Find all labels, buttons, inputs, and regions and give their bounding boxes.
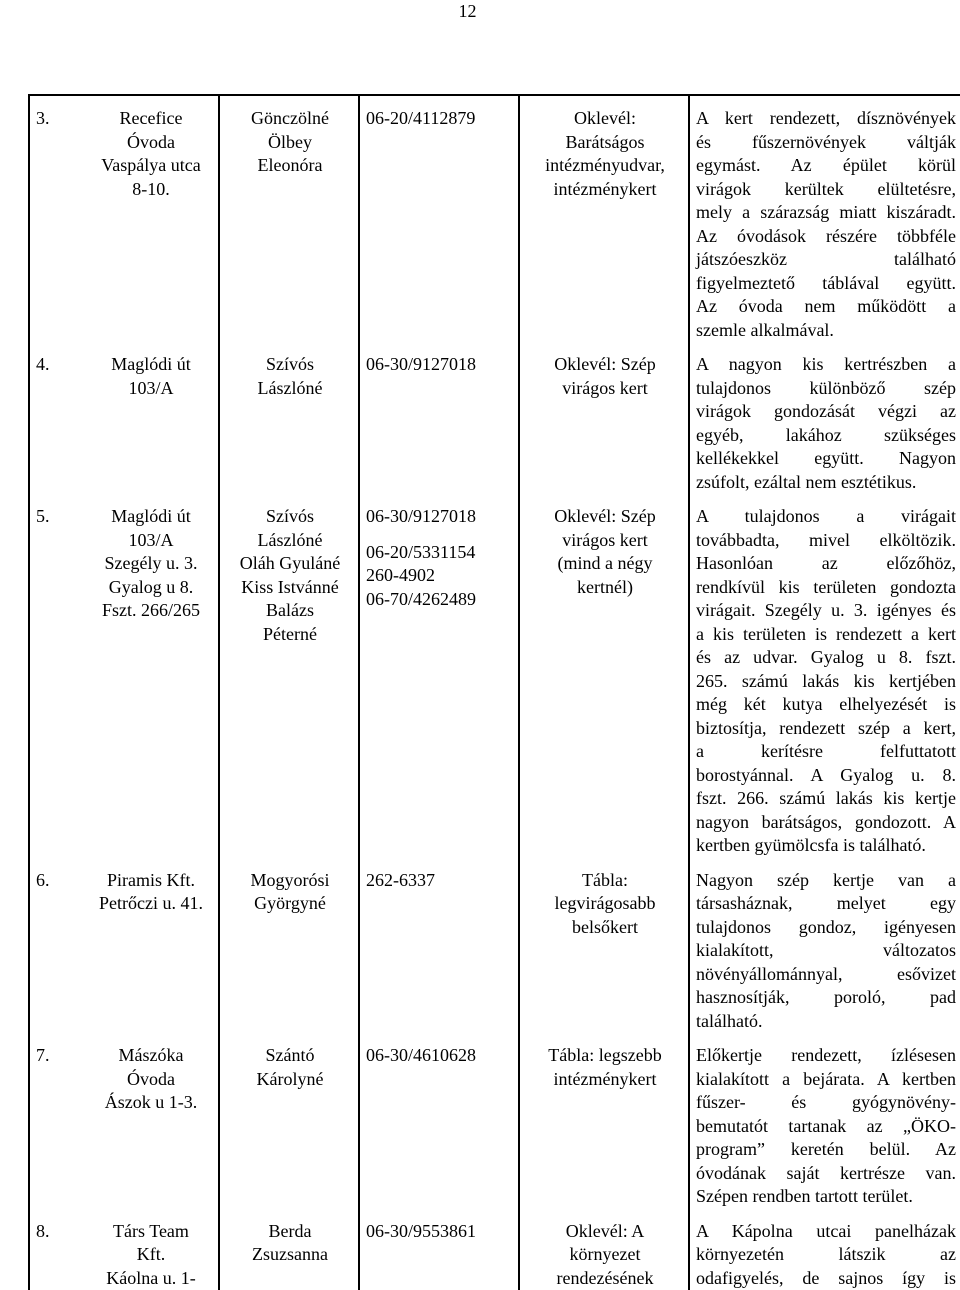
entry-award-cell	[519, 494, 689, 858]
page-number: 12	[0, 0, 935, 22]
address-line: Maglódi út	[88, 505, 214, 529]
award-line: (mind a négy	[526, 552, 684, 576]
description-line: rendkívül kis területen gondozta	[696, 576, 956, 600]
description-line: A kert rendezett, dísznövények	[696, 107, 956, 131]
entry-location-cell	[29, 858, 219, 1034]
table-row	[29, 95, 960, 342]
award-line: intézménykert	[526, 1068, 684, 1092]
award-line: intézménykert	[526, 178, 684, 202]
description-line: bemutatót tartanak az „ÖKO-	[696, 1115, 956, 1139]
entry-description-cell	[689, 1209, 960, 1290]
address-line: Maglódi út	[88, 353, 214, 377]
description-line: virágok kerültek elültetésre,	[696, 178, 956, 202]
owner-name-line: Györgyné	[226, 892, 354, 916]
description-line: található.	[696, 1010, 956, 1034]
owner-name-line: Szívós	[226, 505, 354, 529]
address-line: Szegély u. 3.	[88, 552, 214, 576]
owner-name-line: Péterné	[226, 623, 354, 647]
description-line: A tulajdonos a virágait	[696, 505, 956, 529]
owner-name-line: Kiss Istvánné	[226, 576, 354, 600]
entry-location-cell	[29, 1209, 219, 1290]
owner-name-line: Lászlóné	[226, 529, 354, 553]
award-line: Oklevél:	[526, 107, 684, 131]
description-line: virágok gondozását végzi az	[696, 400, 956, 424]
description-line: hasznosítják, poroló, pad	[696, 986, 956, 1010]
table-row	[29, 494, 960, 858]
address-line: Recefice	[88, 107, 214, 131]
entry-description-cell	[689, 95, 960, 342]
owner-name-line: Balázs	[226, 599, 354, 623]
entry-award-cell	[519, 95, 689, 342]
award-line: kertnél)	[526, 576, 684, 600]
owner-name-line: Eleonóra	[226, 154, 354, 178]
address-line: Óvoda	[88, 131, 214, 155]
description-line: fűszer- és gyógynövény-	[696, 1091, 956, 1115]
entry-owner-cell	[219, 1033, 359, 1209]
award-line: legvirágosabb	[526, 892, 684, 916]
table-row	[29, 858, 960, 1034]
description-line: kialakított, változatos	[696, 939, 956, 963]
entry-description-cell	[689, 1033, 960, 1209]
entry-address	[88, 1220, 214, 1290]
description-line: és az udvar. Gyalog u 8. fszt.	[696, 646, 956, 670]
phone-number: 06-20/4112879	[366, 107, 514, 131]
owner-name-line: Szántó	[226, 1044, 354, 1068]
description-line: figyelmeztető táblával együtt.	[696, 272, 956, 296]
entry-award-cell	[519, 342, 689, 494]
description-line: zsúfolt, ezáltal nem esztétikus.	[696, 471, 956, 495]
entry-location-cell	[29, 95, 219, 342]
entry-number: 3.	[36, 107, 88, 201]
description-line: a kerítésre felfuttatott	[696, 740, 956, 764]
entry-phone-cell	[359, 858, 519, 1034]
entries-table-body	[29, 95, 960, 1290]
award-line: környezet	[526, 1243, 684, 1267]
description-line: Hasonlóan az előzőhöz,	[696, 552, 956, 576]
entry-location-cell	[29, 342, 219, 494]
description-line: Az óvodások részére többféle	[696, 225, 956, 249]
entry-address	[88, 107, 214, 201]
entry-description-cell	[689, 858, 960, 1034]
entry-description-cell	[689, 342, 960, 494]
award-line: Tábla:	[526, 869, 684, 893]
description-line: 265. számú lakás kis kertjében	[696, 670, 956, 694]
address-line: Fszt. 266/265	[88, 599, 214, 623]
description-line: kertben gyümölcsfa is található.	[696, 834, 956, 858]
award-line: intézményudvar,	[526, 154, 684, 178]
address-line: Mászóka	[88, 1044, 214, 1068]
award-line: Oklevél: Szép	[526, 353, 684, 377]
address-line: Társ Team	[88, 1220, 214, 1244]
table-row	[29, 342, 960, 494]
entry-owner-cell	[219, 342, 359, 494]
description-line: nagyon barátságos, gondozott. A	[696, 811, 956, 835]
table-row	[29, 1209, 960, 1290]
address-line: Ászok u 1-3.	[88, 1091, 214, 1115]
award-line: rendezésének	[526, 1267, 684, 1290]
entry-number: 5.	[36, 505, 88, 623]
entry-owner-cell	[219, 95, 359, 342]
entry-owner-cell	[219, 858, 359, 1034]
entry-award-cell	[519, 1033, 689, 1209]
description-line: odafigyelés, de sajnos így is	[696, 1267, 956, 1290]
entry-address	[88, 869, 214, 916]
entry-award-cell	[519, 1209, 689, 1290]
description-line: virágait. Szegély u. 3. igényes és	[696, 599, 956, 623]
address-line: Óvoda	[88, 1068, 214, 1092]
description-line: tulajdonos különböző szép	[696, 377, 956, 401]
entry-location-cell	[29, 494, 219, 858]
phone-number: 260-4902	[366, 564, 514, 588]
award-line: virágos kert	[526, 529, 684, 553]
phone-number: 06-70/4262489	[366, 588, 514, 612]
description-line: egymást. Az épület körül	[696, 154, 956, 178]
owner-name-line: Zsuzsanna	[226, 1243, 354, 1267]
description-line: fszt. 266. számú lakás kis kertje	[696, 787, 956, 811]
owner-name-line: Oláh Gyuláné	[226, 552, 354, 576]
description-line: program” keretén belül. Az	[696, 1138, 956, 1162]
address-line: Gyalog u 8.	[88, 576, 214, 600]
description-line: továbbadta, mivel elköltözik.	[696, 529, 956, 553]
description-line: óvodának saját kertrésze van.	[696, 1162, 956, 1186]
entry-phone-cell	[359, 342, 519, 494]
owner-name-line: Lászlóné	[226, 377, 354, 401]
description-line: szemle alkalmával.	[696, 319, 956, 343]
award-line: Oklevél: Szép	[526, 505, 684, 529]
description-line: még két kutya elhelyezését is	[696, 693, 956, 717]
award-line: Oklevél: A	[526, 1220, 684, 1244]
owner-name-line: Berda	[226, 1220, 354, 1244]
description-line: mely a szárazság miatt kiszáradt.	[696, 201, 956, 225]
description-line: társasháznak, melyet egy	[696, 892, 956, 916]
entry-phone-cell	[359, 95, 519, 342]
address-line: Kft.	[88, 1243, 214, 1267]
award-line: virágos kert	[526, 377, 684, 401]
address-line: Vaspálya utca	[88, 154, 214, 178]
entry-phone-cell	[359, 1209, 519, 1290]
entry-phone-cell	[359, 1033, 519, 1209]
entry-address	[88, 1044, 214, 1115]
phone-number: 06-30/9127018	[366, 505, 514, 529]
description-line: kialakított a bejárata. A kertben	[696, 1068, 956, 1092]
description-line: és fűszernövények váltják	[696, 131, 956, 155]
description-line: A nagyon kis kertrészben a	[696, 353, 956, 377]
description-line: kellékekkel együtt. Nagyon	[696, 447, 956, 471]
owner-name-line: Károlyné	[226, 1068, 354, 1092]
owner-name-line: Ölbey	[226, 131, 354, 155]
phone-number: 06-30/4610628	[366, 1044, 514, 1068]
description-line: A Kápolna utcai panelházak	[696, 1220, 956, 1244]
description-line: egyéb, lakához szükséges	[696, 424, 956, 448]
owner-name-line: Szívós	[226, 353, 354, 377]
description-line: környezetén látszik az	[696, 1243, 956, 1267]
entry-owner-cell	[219, 1209, 359, 1290]
entries-table	[28, 94, 960, 1290]
entry-location-cell	[29, 1033, 219, 1209]
address-line: 8-10.	[88, 178, 214, 202]
entry-description-cell	[689, 494, 960, 858]
entry-number: 8.	[36, 1220, 88, 1290]
description-line: Az óvoda nem működött a	[696, 295, 956, 319]
description-line: Előkertje rendezett, ízlésesen	[696, 1044, 956, 1068]
address-line: Káolna u. 1-	[88, 1267, 214, 1290]
address-line: 103/A	[88, 529, 214, 553]
description-line: a kis területen is rendezett a kert	[696, 623, 956, 647]
entry-phone-cell	[359, 494, 519, 858]
description-line: biztosítja, rendezett szép a kert,	[696, 717, 956, 741]
entry-number: 6.	[36, 869, 88, 916]
description-line: növényállománnyal, esővizet	[696, 963, 956, 987]
owner-name-line: Gönczölné	[226, 107, 354, 131]
description-line: borostyánnal. A Gyalog u. 8.	[696, 764, 956, 788]
address-line: Piramis Kft.	[88, 869, 214, 893]
entry-award-cell	[519, 858, 689, 1034]
entry-number: 4.	[36, 353, 88, 400]
entry-address	[88, 353, 214, 400]
owner-name-line: Mogyorósi	[226, 869, 354, 893]
address-line: 103/A	[88, 377, 214, 401]
address-line: Petrőczi u. 41.	[88, 892, 214, 916]
award-line: Tábla: legszebb	[526, 1044, 684, 1068]
phone-number: 06-30/9553861	[366, 1220, 514, 1244]
description-line: tulajdonos gondoz, igényesen	[696, 916, 956, 940]
entry-address	[88, 505, 214, 623]
award-line: Barátságos	[526, 131, 684, 155]
entry-number: 7.	[36, 1044, 88, 1115]
description-line: játszóeszköz található	[696, 248, 956, 272]
description-line: Szépen rendben tartott terület.	[696, 1185, 956, 1209]
table-row	[29, 1033, 960, 1209]
phone-number: 262-6337	[366, 869, 514, 893]
entry-owner-cell	[219, 494, 359, 858]
description-line: Nagyon szép kertje van a	[696, 869, 956, 893]
phone-number: 06-30/9127018	[366, 353, 514, 377]
phone-number: 06-20/5331154	[366, 541, 514, 565]
award-line: belsőkert	[526, 916, 684, 940]
